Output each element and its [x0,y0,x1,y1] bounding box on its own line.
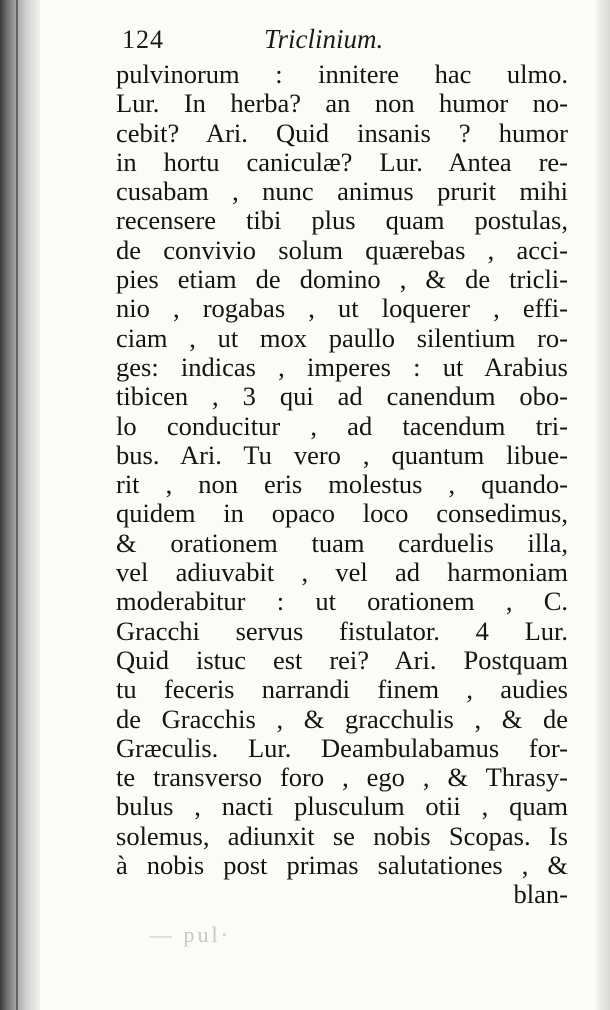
binding-gutter [0,0,40,1010]
catchword: blan- [513,879,568,910]
text-line: & orationem tuam carduelis illa, [116,527,568,558]
text-line: bulus , nacti plusculum otii , quam [116,791,568,822]
text-line: nio , rogabas , ut loquerer , effi- [116,293,568,324]
text-line: in hortu caniculæ? Lur. Antea re- [116,146,568,177]
text-line: solemus, adiunxit se nobis Scopas. Is [116,820,568,851]
text-line: te transverso foro , ego , & Thrasy- [116,762,568,793]
text-line: pulvinorum : innitere hac ulmo. [116,59,568,89]
text-line: bus. Ari. Tu vero , quantum libue- [116,439,568,470]
text-line: pies etiam de domino , & de tricli- [116,264,568,295]
text-line: cusabam , nunc animus prurit mihi [116,176,568,207]
text-line: tu feceris narrandi finem , audies [116,674,568,705]
text-line: recensere tibi plus quam postulas, [116,205,568,236]
text-line: cebit? Ari. Quid insanis ? humor [116,117,568,148]
text-line: moderabitur : ut orationem , C. [116,586,568,617]
text-line: Gracchi servus fistulator. 4 Lur. [116,615,568,646]
text-line: Lur. In herba? an non humor no- [116,88,568,119]
body-text [116,60,568,910]
page-number: 124 [122,25,164,54]
text-line: rit , non eris molestus , quando- [116,469,568,500]
text-line: Quid istuc est rei? Ari. Postquam [116,644,568,675]
text-line: ges: indicas , imperes : ut Arabius [116,351,568,382]
text-line: vel adiuvabit , vel ad harmoniam [116,557,568,588]
text-line: de convivio solum quærebas , acci- [116,234,568,265]
text-line: à nobis post primas salutationes , & [116,850,568,881]
text-line: lo conducitur , ad tacendum tri- [116,410,568,441]
page-edge-shadow [596,0,610,1010]
running-head: Triclinium. [264,24,384,54]
text-line: de Gracchis , & gracchulis , & de [116,703,568,734]
text-line: tibicen , 3 qui ad canendum obo- [116,381,568,412]
text-line: Græculis. Lur. Deambulabamus for- [116,732,568,763]
text-line: quidem in opaco loco consedimus, [116,498,568,529]
text-line: ciam , ut mox paullo silentium ro- [116,322,568,353]
page-header [122,24,422,60]
bleed-through-text: — pul· [150,922,231,947]
binding-edge [16,0,18,1010]
